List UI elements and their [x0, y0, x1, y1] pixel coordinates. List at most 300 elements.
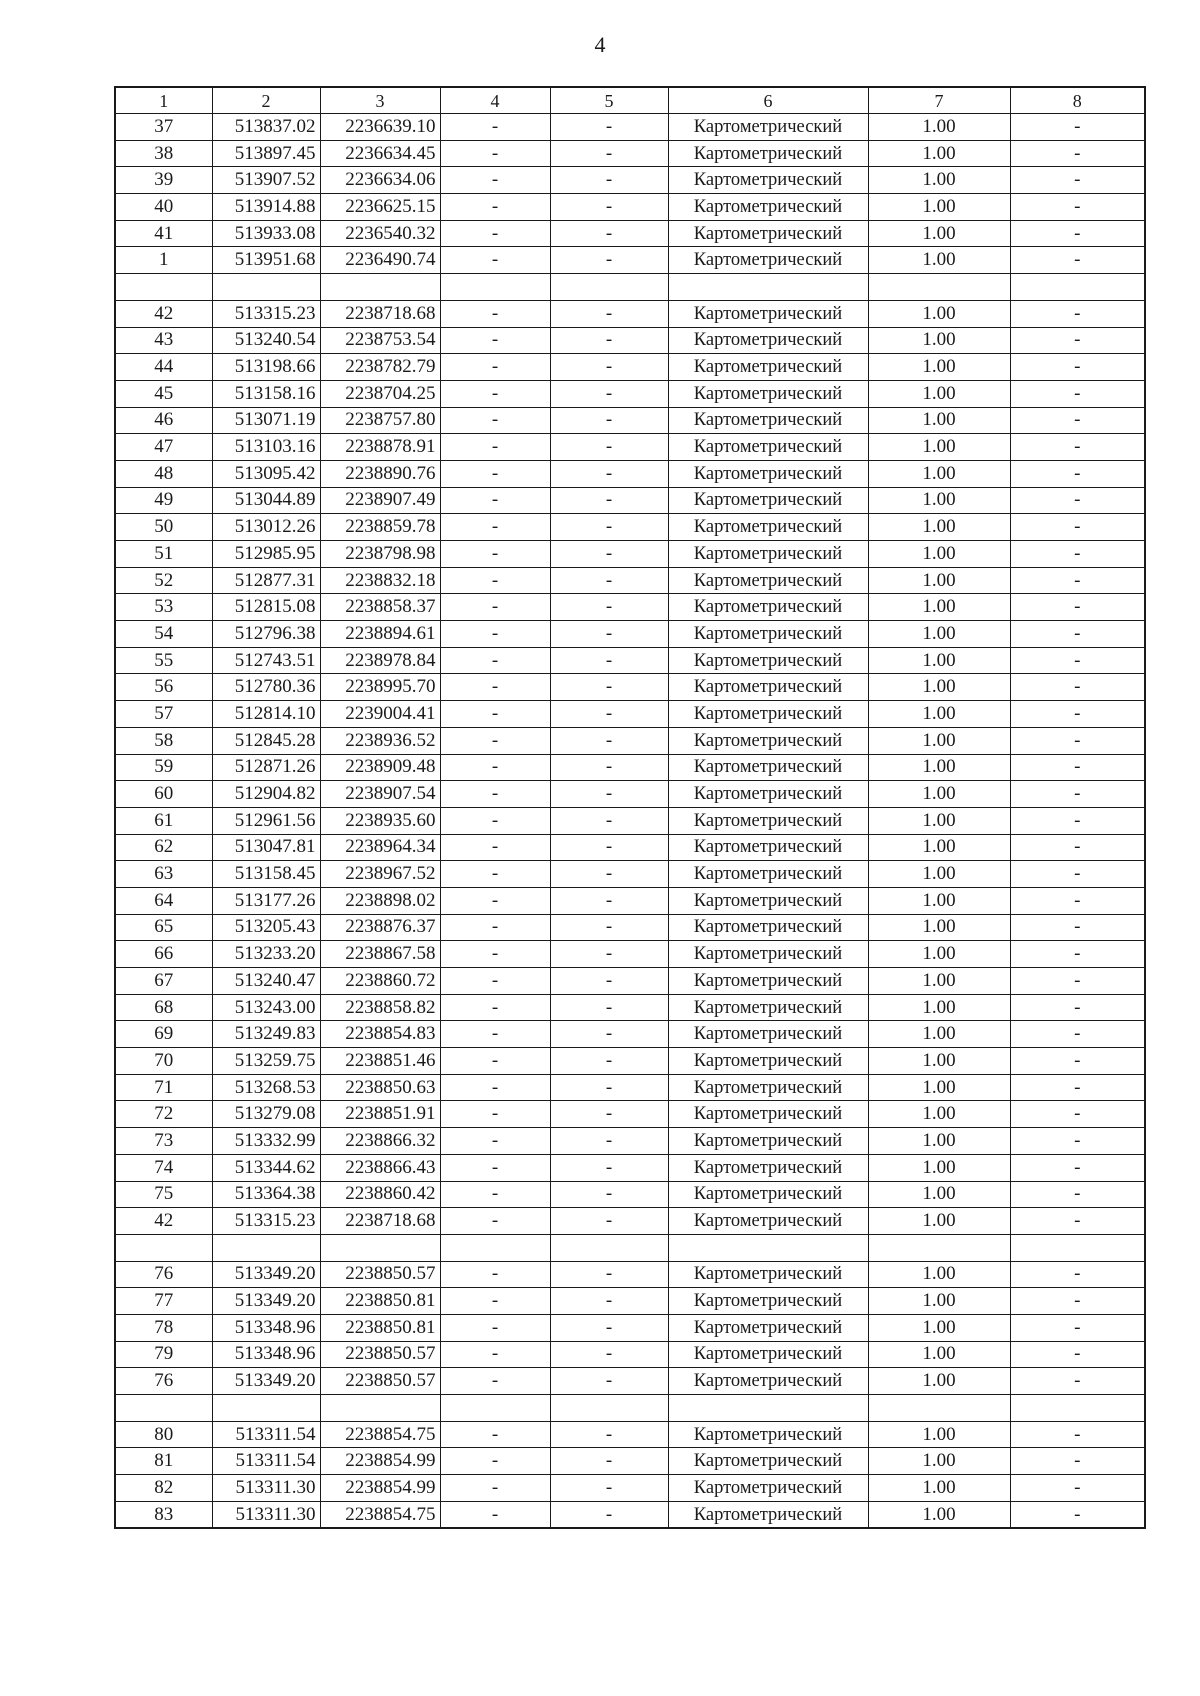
cell-method: Картометрический	[668, 380, 868, 407]
cell-x-coordinate: 512743.51	[212, 647, 320, 674]
cell-x-coordinate: 513315.23	[212, 1208, 320, 1235]
cell-accuracy: 1.00	[868, 594, 1010, 621]
cell-col-8: -	[1010, 140, 1145, 167]
cell-col-5: -	[550, 354, 668, 381]
cell-method	[668, 274, 868, 301]
cell-y-coordinate: 2238782.79	[320, 354, 440, 381]
cell-accuracy: 1.00	[868, 407, 1010, 434]
cell-y-coordinate: 2238850.81	[320, 1314, 440, 1341]
cell-method: Картометрический	[668, 968, 868, 995]
cell-accuracy: 1.00	[868, 1421, 1010, 1448]
cell-x-coordinate: 513315.23	[212, 300, 320, 327]
cell-y-coordinate: 2236634.06	[320, 167, 440, 194]
cell-accuracy: 1.00	[868, 1314, 1010, 1341]
cell-method: Картометрический	[668, 674, 868, 701]
cell-point-number: 63	[115, 861, 212, 888]
cell-col-8: -	[1010, 941, 1145, 968]
cell-col-5: -	[550, 887, 668, 914]
table-row	[115, 514, 1145, 541]
cell-x-coordinate: 512796.38	[212, 621, 320, 648]
cell-point-number: 70	[115, 1048, 212, 1075]
cell-x-coordinate: 512815.08	[212, 594, 320, 621]
cell-col-5: -	[550, 941, 668, 968]
cell-method: Картометрический	[668, 781, 868, 808]
cell-point-number: 83	[115, 1501, 212, 1528]
cell-point-number: 48	[115, 460, 212, 487]
table-header-row	[115, 87, 1145, 114]
cell-point-number: 79	[115, 1341, 212, 1368]
cell-col-8: -	[1010, 354, 1145, 381]
cell-accuracy: 1.00	[868, 354, 1010, 381]
table-row	[115, 541, 1145, 568]
cell-col-4: -	[440, 1448, 550, 1475]
table-row	[115, 861, 1145, 888]
cell-col-8: -	[1010, 994, 1145, 1021]
cell-method	[668, 1395, 868, 1422]
cell-point-number: 42	[115, 1208, 212, 1235]
cell-x-coordinate: 513311.54	[212, 1421, 320, 1448]
cell-col-4: -	[440, 994, 550, 1021]
cell-y-coordinate: 2238854.99	[320, 1448, 440, 1475]
cell-accuracy: 1.00	[868, 1341, 1010, 1368]
cell-point-number: 73	[115, 1128, 212, 1155]
cell-x-coordinate: 513177.26	[212, 887, 320, 914]
cell-accuracy: 1.00	[868, 727, 1010, 754]
cell-col-8: -	[1010, 968, 1145, 995]
cell-y-coordinate: 2238704.25	[320, 380, 440, 407]
cell-col-5: -	[550, 434, 668, 461]
cell-x-coordinate: 513012.26	[212, 514, 320, 541]
cell-accuracy: 1.00	[868, 167, 1010, 194]
table-row	[115, 114, 1145, 141]
cell-accuracy: 1.00	[868, 1208, 1010, 1235]
cell-col-4: -	[440, 1021, 550, 1048]
cell-accuracy: 1.00	[868, 300, 1010, 327]
cell-point-number: 80	[115, 1421, 212, 1448]
cell-col-8: -	[1010, 1128, 1145, 1155]
cell-col-4: -	[440, 220, 550, 247]
cell-x-coordinate: 513259.75	[212, 1048, 320, 1075]
cell-col-4: -	[440, 594, 550, 621]
cell-col-5: -	[550, 968, 668, 995]
cell-point-number: 62	[115, 834, 212, 861]
cell-col-5: -	[550, 914, 668, 941]
table-row	[115, 887, 1145, 914]
cell-method: Картометрический	[668, 1314, 868, 1341]
cell-col-4: -	[440, 194, 550, 221]
table-row	[115, 407, 1145, 434]
cell-col-4: -	[440, 1288, 550, 1315]
cell-x-coordinate: 513344.62	[212, 1154, 320, 1181]
cell-col-5: -	[550, 994, 668, 1021]
cell-accuracy: 1.00	[868, 807, 1010, 834]
cell-col-8: -	[1010, 300, 1145, 327]
cell-y-coordinate: 2238890.76	[320, 460, 440, 487]
cell-col-4: -	[440, 647, 550, 674]
cell-col-5: -	[550, 1368, 668, 1395]
cell-y-coordinate: 2238850.57	[320, 1368, 440, 1395]
header-cell-4: 4	[440, 87, 550, 114]
cell-col-4: -	[440, 1261, 550, 1288]
cell-method: Картометрический	[668, 1261, 868, 1288]
table-row	[115, 380, 1145, 407]
cell-col-5: -	[550, 220, 668, 247]
cell-col-8: -	[1010, 647, 1145, 674]
cell-col-5: -	[550, 1074, 668, 1101]
table-row	[115, 701, 1145, 728]
cell-x-coordinate: 513914.88	[212, 194, 320, 221]
cell-col-5: -	[550, 114, 668, 141]
cell-col-8: -	[1010, 1314, 1145, 1341]
cell-point-number: 81	[115, 1448, 212, 1475]
table-row	[115, 1448, 1145, 1475]
cell-y-coordinate: 2238876.37	[320, 914, 440, 941]
cell-col-4: -	[440, 1154, 550, 1181]
cell-accuracy	[868, 1234, 1010, 1261]
cell-col-8	[1010, 274, 1145, 301]
cell-y-coordinate: 2238860.72	[320, 968, 440, 995]
cell-col-8: -	[1010, 887, 1145, 914]
cell-point-number: 50	[115, 514, 212, 541]
header-cell-6: 6	[668, 87, 868, 114]
cell-col-4: -	[440, 968, 550, 995]
cell-col-4: -	[440, 327, 550, 354]
cell-method: Картометрический	[668, 941, 868, 968]
cell-accuracy: 1.00	[868, 647, 1010, 674]
cell-x-coordinate: 512904.82	[212, 781, 320, 808]
cell-col-4	[440, 1234, 550, 1261]
table-row	[115, 247, 1145, 274]
table-row	[115, 220, 1145, 247]
cell-method: Картометрический	[668, 434, 868, 461]
cell-method: Картометрический	[668, 1475, 868, 1502]
cell-col-8: -	[1010, 727, 1145, 754]
cell-point-number: 74	[115, 1154, 212, 1181]
cell-col-5: -	[550, 1421, 668, 1448]
cell-method: Картометрический	[668, 247, 868, 274]
cell-col-4: -	[440, 167, 550, 194]
cell-x-coordinate: 513240.54	[212, 327, 320, 354]
cell-col-5: -	[550, 194, 668, 221]
cell-x-coordinate: 513249.83	[212, 1021, 320, 1048]
cell-y-coordinate: 2238757.80	[320, 407, 440, 434]
cell-x-coordinate: 513158.45	[212, 861, 320, 888]
cell-point-number: 55	[115, 647, 212, 674]
table-row	[115, 1261, 1145, 1288]
cell-col-5: -	[550, 834, 668, 861]
table-row	[115, 1208, 1145, 1235]
cell-col-8: -	[1010, 514, 1145, 541]
cell-col-8: -	[1010, 167, 1145, 194]
cell-col-5: -	[550, 541, 668, 568]
table-row	[115, 327, 1145, 354]
cell-col-8: -	[1010, 1181, 1145, 1208]
cell-col-4: -	[440, 834, 550, 861]
header-cell-7: 7	[868, 87, 1010, 114]
cell-accuracy: 1.00	[868, 327, 1010, 354]
cell-x-coordinate: 513205.43	[212, 914, 320, 941]
cell-point-number: 38	[115, 140, 212, 167]
cell-col-5: -	[550, 1341, 668, 1368]
cell-accuracy: 1.00	[868, 781, 1010, 808]
cell-point-number: 65	[115, 914, 212, 941]
cell-accuracy: 1.00	[868, 1101, 1010, 1128]
cell-y-coordinate: 2238854.75	[320, 1421, 440, 1448]
table-row	[115, 300, 1145, 327]
cell-accuracy: 1.00	[868, 941, 1010, 968]
cell-x-coordinate: 513364.38	[212, 1181, 320, 1208]
cell-point-number: 68	[115, 994, 212, 1021]
cell-point-number: 71	[115, 1074, 212, 1101]
cell-point-number: 59	[115, 754, 212, 781]
cell-y-coordinate: 2236639.10	[320, 114, 440, 141]
cell-method: Картометрический	[668, 407, 868, 434]
cell-col-8: -	[1010, 674, 1145, 701]
cell-col-8: -	[1010, 861, 1145, 888]
cell-accuracy: 1.00	[868, 1154, 1010, 1181]
cell-col-5: -	[550, 1314, 668, 1341]
table-row	[115, 354, 1145, 381]
cell-col-8: -	[1010, 1288, 1145, 1315]
cell-accuracy: 1.00	[868, 1181, 1010, 1208]
cell-method: Картометрический	[668, 1181, 868, 1208]
cell-col-5: -	[550, 460, 668, 487]
cell-method: Картометрический	[668, 887, 868, 914]
cell-col-5: -	[550, 807, 668, 834]
cell-col-8: -	[1010, 541, 1145, 568]
cell-x-coordinate: 513044.89	[212, 487, 320, 514]
page-number: 4	[594, 32, 606, 57]
cell-point-number: 78	[115, 1314, 212, 1341]
cell-point-number: 75	[115, 1181, 212, 1208]
cell-accuracy: 1.00	[868, 434, 1010, 461]
cell-col-5: -	[550, 727, 668, 754]
cell-y-coordinate	[320, 1234, 440, 1261]
cell-col-4: -	[440, 1101, 550, 1128]
cell-y-coordinate: 2238866.43	[320, 1154, 440, 1181]
cell-col-4: -	[440, 914, 550, 941]
cell-col-4: -	[440, 434, 550, 461]
cell-method: Картометрический	[668, 1368, 868, 1395]
cell-method: Картометрический	[668, 914, 868, 941]
cell-col-4: -	[440, 887, 550, 914]
cell-point-number: 69	[115, 1021, 212, 1048]
cell-point-number: 53	[115, 594, 212, 621]
cell-accuracy: 1.00	[868, 1288, 1010, 1315]
cell-y-coordinate: 2238851.91	[320, 1101, 440, 1128]
cell-method: Картометрический	[668, 861, 868, 888]
cell-col-4	[440, 1395, 550, 1422]
cell-accuracy: 1.00	[868, 1128, 1010, 1155]
cell-point-number: 42	[115, 300, 212, 327]
cell-y-coordinate: 2238850.57	[320, 1261, 440, 1288]
cell-col-5: -	[550, 1048, 668, 1075]
cell-col-4: -	[440, 407, 550, 434]
cell-x-coordinate: 513349.20	[212, 1368, 320, 1395]
cell-y-coordinate: 2238894.61	[320, 621, 440, 648]
table-row	[115, 1128, 1145, 1155]
cell-col-8: -	[1010, 594, 1145, 621]
table-row	[115, 434, 1145, 461]
cell-col-4: -	[440, 1181, 550, 1208]
table-separator-row	[115, 1234, 1145, 1261]
cell-accuracy: 1.00	[868, 1021, 1010, 1048]
table-row	[115, 1341, 1145, 1368]
cell-method: Картометрический	[668, 834, 868, 861]
cell-method: Картометрический	[668, 1208, 868, 1235]
cell-x-coordinate: 513311.30	[212, 1475, 320, 1502]
cell-accuracy: 1.00	[868, 220, 1010, 247]
cell-col-4: -	[440, 861, 550, 888]
cell-col-4: -	[440, 1341, 550, 1368]
cell-accuracy: 1.00	[868, 1448, 1010, 1475]
cell-col-8: -	[1010, 407, 1145, 434]
cell-col-8: -	[1010, 114, 1145, 141]
cell-accuracy: 1.00	[868, 140, 1010, 167]
cell-col-5: -	[550, 1128, 668, 1155]
cell-col-8: -	[1010, 1341, 1145, 1368]
cell-x-coordinate: 512871.26	[212, 754, 320, 781]
cell-y-coordinate: 2238860.42	[320, 1181, 440, 1208]
table-row	[115, 674, 1145, 701]
cell-col-5: -	[550, 621, 668, 648]
cell-accuracy: 1.00	[868, 114, 1010, 141]
cell-col-8: -	[1010, 327, 1145, 354]
cell-col-5: -	[550, 1208, 668, 1235]
cell-col-8: -	[1010, 1421, 1145, 1448]
cell-col-8: -	[1010, 1021, 1145, 1048]
table-row	[115, 1475, 1145, 1502]
cell-method: Картометрический	[668, 994, 868, 1021]
cell-col-4: -	[440, 487, 550, 514]
cell-col-4: -	[440, 1314, 550, 1341]
table-row	[115, 1154, 1145, 1181]
cell-col-4: -	[440, 727, 550, 754]
cell-point-number: 76	[115, 1368, 212, 1395]
cell-accuracy: 1.00	[868, 247, 1010, 274]
cell-x-coordinate	[212, 1395, 320, 1422]
cell-col-5: -	[550, 781, 668, 808]
cell-y-coordinate	[320, 274, 440, 301]
cell-x-coordinate: 513311.30	[212, 1501, 320, 1528]
cell-point-number: 43	[115, 327, 212, 354]
cell-method: Картометрический	[668, 541, 868, 568]
cell-method: Картометрический	[668, 1501, 868, 1528]
cell-y-coordinate: 2238854.99	[320, 1475, 440, 1502]
cell-point-number: 60	[115, 781, 212, 808]
table-row	[115, 140, 1145, 167]
cell-col-8: -	[1010, 807, 1145, 834]
cell-method: Картометрический	[668, 194, 868, 221]
cell-method: Картометрический	[668, 354, 868, 381]
cell-x-coordinate: 513951.68	[212, 247, 320, 274]
cell-col-5: -	[550, 407, 668, 434]
cell-y-coordinate: 2238850.81	[320, 1288, 440, 1315]
cell-x-coordinate: 513349.20	[212, 1288, 320, 1315]
cell-accuracy: 1.00	[868, 487, 1010, 514]
cell-point-number: 56	[115, 674, 212, 701]
table-row	[115, 1181, 1145, 1208]
cell-col-5: -	[550, 647, 668, 674]
cell-accuracy: 1.00	[868, 1074, 1010, 1101]
cell-col-4: -	[440, 1501, 550, 1528]
cell-col-8: -	[1010, 754, 1145, 781]
table-row	[115, 1021, 1145, 1048]
cell-x-coordinate: 513837.02	[212, 114, 320, 141]
cell-accuracy: 1.00	[868, 1501, 1010, 1528]
cell-point-number: 44	[115, 354, 212, 381]
cell-col-8: -	[1010, 701, 1145, 728]
cell-method: Картометрический	[668, 701, 868, 728]
table-row	[115, 807, 1145, 834]
cell-y-coordinate: 2238978.84	[320, 647, 440, 674]
table-row	[115, 834, 1145, 861]
header-cell-8: 8	[1010, 87, 1145, 114]
cell-y-coordinate: 2236634.45	[320, 140, 440, 167]
cell-method: Картометрический	[668, 300, 868, 327]
table-row	[115, 1501, 1145, 1528]
table-row	[115, 781, 1145, 808]
cell-point-number: 72	[115, 1101, 212, 1128]
cell-col-5: -	[550, 674, 668, 701]
cell-point-number: 66	[115, 941, 212, 968]
cell-x-coordinate: 513348.96	[212, 1314, 320, 1341]
cell-col-5: -	[550, 1448, 668, 1475]
table-body	[115, 87, 1145, 1528]
cell-method: Картометрический	[668, 1101, 868, 1128]
cell-y-coordinate: 2238850.63	[320, 1074, 440, 1101]
cell-method: Картометрический	[668, 1048, 868, 1075]
cell-col-5: -	[550, 247, 668, 274]
header-cell-2: 2	[212, 87, 320, 114]
cell-x-coordinate: 513348.96	[212, 1341, 320, 1368]
cell-col-5	[550, 1234, 668, 1261]
cell-accuracy: 1.00	[868, 834, 1010, 861]
cell-accuracy: 1.00	[868, 968, 1010, 995]
cell-point-number: 76	[115, 1261, 212, 1288]
cell-col-4: -	[440, 541, 550, 568]
cell-accuracy: 1.00	[868, 380, 1010, 407]
cell-y-coordinate: 2238832.18	[320, 567, 440, 594]
cell-y-coordinate: 2238967.52	[320, 861, 440, 888]
cell-method: Картометрический	[668, 647, 868, 674]
cell-y-coordinate: 2238867.58	[320, 941, 440, 968]
cell-x-coordinate: 512845.28	[212, 727, 320, 754]
cell-point-number: 51	[115, 541, 212, 568]
cell-accuracy: 1.00	[868, 994, 1010, 1021]
cell-y-coordinate: 2238718.68	[320, 300, 440, 327]
cell-col-5: -	[550, 1021, 668, 1048]
cell-method: Картометрический	[668, 327, 868, 354]
cell-col-4: -	[440, 1128, 550, 1155]
cell-col-5	[550, 1395, 668, 1422]
cell-col-4	[440, 274, 550, 301]
cell-col-4: -	[440, 140, 550, 167]
cell-accuracy: 1.00	[868, 567, 1010, 594]
cell-point-number: 77	[115, 1288, 212, 1315]
cell-point-number: 46	[115, 407, 212, 434]
table-row	[115, 594, 1145, 621]
cell-method: Картометрический	[668, 1448, 868, 1475]
cell-y-coordinate: 2238718.68	[320, 1208, 440, 1235]
table-row	[115, 1314, 1145, 1341]
cell-col-5: -	[550, 327, 668, 354]
cell-col-4: -	[440, 247, 550, 274]
cell-x-coordinate: 512780.36	[212, 674, 320, 701]
cell-col-4: -	[440, 807, 550, 834]
cell-col-8: -	[1010, 834, 1145, 861]
cell-method	[668, 1234, 868, 1261]
